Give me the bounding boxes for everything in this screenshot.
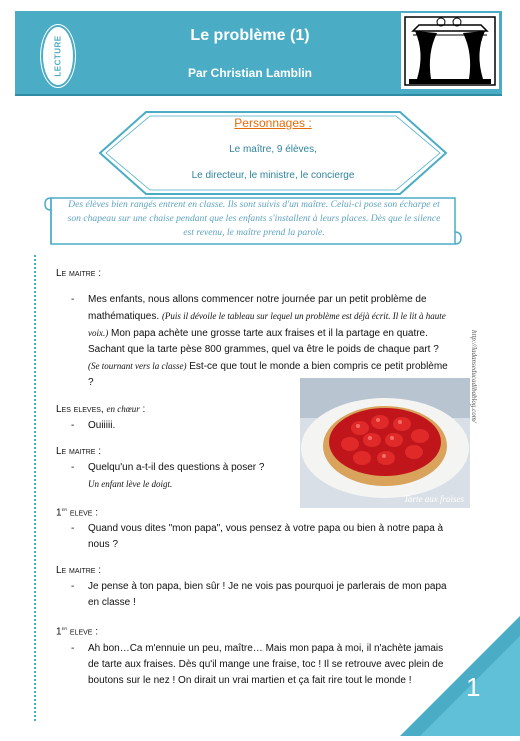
badge-label: LECTURE: [53, 35, 63, 77]
strawberry-tart-photo: [300, 378, 470, 508]
dialogue-line: - Quelqu'un a-t-il des questions à poser ?: [56, 460, 456, 476]
characters-line-1: Le maître, 9 élèves,: [229, 144, 317, 155]
author-line: Par Christian Lamblin: [187, 66, 313, 80]
speaker-label: Le maitre :: [56, 446, 102, 457]
page-title: Le problème (1): [190, 27, 310, 44]
stage-direction: Un enfant lève le doigt.: [88, 479, 173, 489]
characters-panel: [98, 110, 448, 196]
speaker-label: Le maitre :: [56, 565, 102, 577]
theater-icon: [401, 13, 499, 89]
dialogue-line: - Ah bon…Ca m'ennuie un peu, maître… Mais mon papa à moi, il n'achète jamais de tarte aux fraises. Dès qu'il mange une fraise, toc ! Il se retrouve avec plein de boutons sur le nez ! On dirait un vrai martien et ça fait rire tout le monde !: [56, 641, 456, 689]
characters-heading: Personnages :: [234, 116, 312, 130]
dialogue-line: - Je pense à ton papa, bien sûr ! Je ne vois pas pourquoi je parlerais de mon papa en classe !: [56, 579, 456, 611]
lecture-badge: [41, 25, 75, 87]
side-url: http://ladanseducadibablog.com/: [470, 330, 478, 423]
photo-caption: Tarte aux fraises: [403, 494, 464, 504]
page-number: 1: [466, 672, 481, 702]
characters-line-2: Le directeur, le ministre, le concierge: [191, 170, 355, 181]
speaker-label: Les eleves, en chœur :: [56, 404, 146, 415]
dialogue-line: - Mes enfants, nous allons commencer notre journée par un petit problème de mathématiques. (Puis il dévoile le tableau sur lequel un problème est déjà écrit. Il le lit à haute voix.) Mon papa achète une grosse tarte aux fraises et il la partage en quatre. Sachant que la tarte pèse 800 grammes, quel va être le poids de chaque part ? (Se tournant vers la classe) Est-ce que tout le monde a bien compris ce petit problème ?: [56, 292, 456, 391]
dotted-margin: [34, 255, 36, 721]
intro-scroll: [43, 194, 463, 252]
page-corner: [400, 616, 520, 736]
speaker-label: 1er eleve :: [56, 507, 99, 519]
dialogue-line: - Ouiiiii.: [56, 418, 456, 434]
speaker-label: 1er eleve :: [56, 626, 99, 638]
header-banner: [15, 11, 502, 96]
dialogue-line: - Quand vous dites "mon papa", vous pensez à votre papa ou bien à notre papa à nous ?: [56, 521, 456, 553]
speaker-label: Le maitre :: [56, 268, 102, 279]
intro-text: Des élèves bien rangés entrent en classe. Ils sont suivis d'un maître. Celui-ci pose son écharpe et son chapeau sur une chaise pendant que les enfants s'installent à leurs places. Dès que le silence est revenu, le maître prend la parole.: [67, 199, 441, 238]
